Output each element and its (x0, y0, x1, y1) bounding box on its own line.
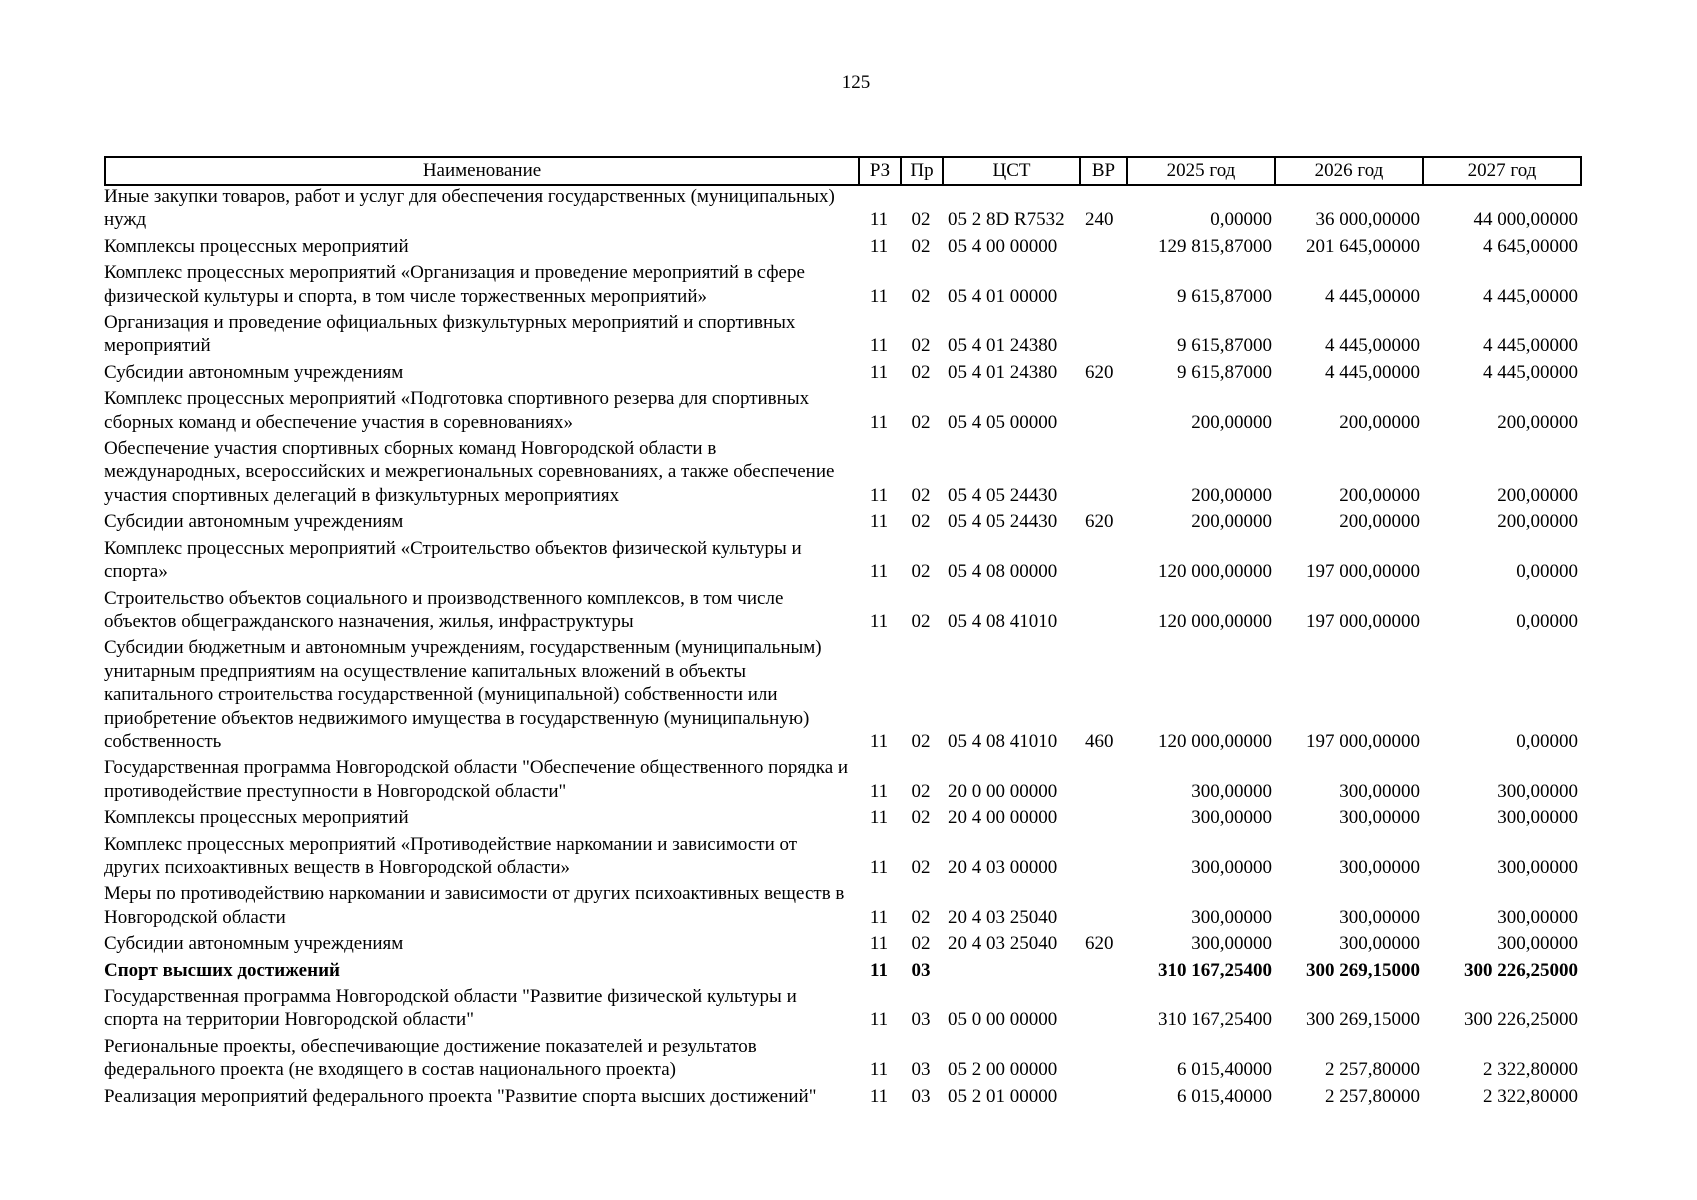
row-2026: 2 257,80000 (1325, 1059, 1420, 1081)
row-2025: 300,00000 (1191, 906, 1272, 928)
row-vr (1079, 235, 1126, 261)
row-pr: 03 (911, 1085, 931, 1107)
row-pr: 02 (911, 610, 931, 632)
row-pr: 02 (911, 335, 931, 357)
row-2026: 200,00000 (1339, 511, 1420, 533)
row-vr: 620 (1085, 361, 1114, 383)
row-vr (1079, 261, 1126, 311)
row-name: Строительство объектов социального и производственного комплексов, в том числе объектов общегражданского назначения, жилья, инфраструктуры (104, 587, 784, 632)
row-name: Организация и проведение официальных физкультурных мероприятий и спортивных мероприятий (104, 312, 796, 357)
table-row (104, 756, 1580, 806)
row-pr: 02 (911, 285, 931, 307)
row-cst: 05 2 01 00000 (948, 1085, 1058, 1107)
row-vr (1079, 537, 1126, 587)
row-2027: 4 445,00000 (1483, 285, 1578, 307)
row-2026: 36 000,00000 (1315, 209, 1420, 231)
row-name: Спорт высших достижений (104, 959, 340, 981)
row-rz: 11 (869, 807, 889, 829)
row-2026: 300 269,15000 (1306, 1009, 1420, 1031)
header-rz: РЗ (859, 157, 901, 185)
row-2026: 197 000,00000 (1306, 730, 1420, 752)
table-row (104, 636, 1580, 756)
row-2027: 300 226,25000 (1464, 959, 1578, 981)
row-2025: 120 000,00000 (1158, 730, 1272, 752)
row-name: Субсидии автономным учреждениям (104, 511, 404, 533)
row-name: Иные закупки товаров, работ и услуг для обеспечения государственных (муниципальных) нужд (104, 186, 835, 231)
page-number: 125 (841, 72, 871, 93)
table-row (104, 361, 1580, 387)
row-cst: 20 4 03 25040 (948, 906, 1058, 928)
table-row (104, 806, 1580, 832)
row-2027: 200,00000 (1497, 511, 1578, 533)
header-cst: ЦСТ (943, 157, 1080, 185)
row-2025: 300,00000 (1191, 807, 1272, 829)
row-2025: 120 000,00000 (1158, 561, 1272, 583)
row-pr: 02 (911, 906, 931, 928)
table-row (104, 510, 1580, 536)
row-vr (1079, 806, 1126, 832)
table-row (104, 261, 1580, 311)
row-vr (1079, 756, 1126, 806)
row-vr (1079, 1035, 1126, 1085)
row-vr (1079, 387, 1126, 437)
row-2025: 6 015,40000 (1177, 1059, 1272, 1081)
table-row (104, 1035, 1580, 1085)
row-pr: 02 (911, 730, 931, 752)
row-name: Меры по противодействию наркомании и зависимости от других психоактивных веществ в Новгородской области (104, 883, 845, 928)
table-row (104, 437, 1580, 510)
row-pr: 02 (911, 235, 931, 257)
row-2025: 0,00000 (1210, 209, 1272, 231)
row-cst: 05 4 08 00000 (948, 561, 1058, 583)
row-rz: 11 (869, 361, 889, 383)
row-2026: 4 445,00000 (1325, 335, 1420, 357)
row-2025: 9 615,87000 (1177, 361, 1272, 383)
row-name: Комплекс процессных мероприятий «Строительство объектов физической культуры и спорта» (104, 537, 802, 583)
row-pr: 02 (911, 780, 931, 802)
row-cst: 20 4 03 25040 (948, 933, 1058, 955)
row-cst: 05 4 05 24430 (948, 511, 1058, 533)
row-2026: 2 257,80000 (1325, 1085, 1420, 1107)
row-2025: 129 815,87000 (1158, 235, 1272, 257)
row-vr (1079, 882, 1126, 932)
row-rz: 11 (869, 856, 889, 878)
header-2027: 2027 год (1423, 157, 1581, 185)
row-2026: 200,00000 (1339, 411, 1420, 433)
row-pr: 02 (911, 807, 931, 829)
row-cst: 05 4 05 00000 (948, 411, 1058, 433)
row-rz: 11 (869, 411, 889, 433)
row-2027: 4 645,00000 (1483, 235, 1578, 257)
row-rz: 11 (869, 209, 889, 231)
row-2025: 120 000,00000 (1158, 610, 1272, 632)
row-vr (1079, 1085, 1126, 1111)
row-2026: 201 645,00000 (1306, 235, 1420, 257)
header-pr: Пр (901, 157, 943, 185)
table-row (104, 959, 1580, 985)
row-cst: 20 4 00 00000 (948, 807, 1058, 829)
row-rz: 11 (870, 959, 888, 981)
row-2025: 200,00000 (1191, 484, 1272, 506)
row-2026: 197 000,00000 (1306, 561, 1420, 583)
row-2026: 300,00000 (1339, 856, 1420, 878)
table-header (104, 156, 1582, 186)
row-name: Обеспечение участия спортивных сборных команд Новгородской области в международных, всероссийских и межрегиональных соревнованиях, а также обеспечение участия спортивных делегаций в физкультурных мероприятиях (104, 438, 835, 506)
row-vr (1079, 985, 1126, 1035)
row-2025: 6 015,40000 (1177, 1085, 1272, 1107)
row-pr: 02 (911, 209, 931, 231)
row-2025: 9 615,87000 (1177, 285, 1272, 307)
row-2027: 300,00000 (1497, 780, 1578, 802)
row-2027: 300,00000 (1497, 856, 1578, 878)
row-2027: 200,00000 (1497, 484, 1578, 506)
row-2025: 300,00000 (1191, 933, 1272, 955)
row-2027: 0,00000 (1516, 610, 1578, 632)
row-name: Государственная программа Новгородской области "Развитие физической культуры и спорта на территории Новгородской области" (104, 986, 797, 1031)
row-2025: 200,00000 (1191, 411, 1272, 433)
row-vr (1079, 959, 1126, 985)
table-row (104, 387, 1580, 437)
row-name: Субсидии бюджетным и автономным учреждениям, государственным (муниципальным) унитарным предприятиям на осуществление капитальных вложений в объекты капитального строительства государственной (муниципальной) собственности или приобретение объектов недвижимого имущества в государственную (муниципальную) собственность (104, 637, 822, 752)
row-2027: 300,00000 (1497, 933, 1578, 955)
row-name: Комплексы процессных мероприятий (104, 807, 409, 829)
row-2026: 4 445,00000 (1325, 285, 1420, 307)
row-rz: 11 (869, 730, 889, 752)
table-row (104, 1085, 1580, 1111)
row-rz: 11 (869, 285, 889, 307)
row-2027: 0,00000 (1516, 561, 1578, 583)
row-cst: 20 4 03 00000 (948, 856, 1058, 878)
row-pr: 02 (911, 561, 931, 583)
row-vr: 620 (1085, 511, 1114, 533)
row-vr (1079, 311, 1126, 361)
row-name: Субсидии автономным учреждениям (104, 933, 404, 955)
row-cst: 05 4 08 41010 (948, 610, 1058, 632)
row-vr (1079, 833, 1126, 883)
row-pr: 03 (911, 959, 931, 981)
row-2025: 310 167,25400 (1158, 959, 1272, 981)
row-name: Реализация мероприятий федерального проекта "Развитие спорта высших достижений" (104, 1085, 817, 1107)
table-row (104, 587, 1580, 637)
row-2027: 44 000,00000 (1473, 209, 1578, 231)
row-name: Комплекс процессных мероприятий «Противодействие наркомании и зависимости от других психоактивных веществ в Новгородской области» (104, 833, 798, 878)
row-2026: 4 445,00000 (1325, 361, 1420, 383)
table-row (104, 235, 1580, 261)
row-2026: 300,00000 (1339, 807, 1420, 829)
header-vr: ВР (1080, 157, 1127, 185)
row-pr: 02 (911, 484, 931, 506)
row-cst: 20 0 00 00000 (948, 780, 1058, 802)
row-2027: 300 226,25000 (1464, 1009, 1578, 1031)
row-2026: 300,00000 (1339, 906, 1420, 928)
row-cst (942, 959, 1079, 985)
header-2026: 2026 год (1275, 157, 1423, 185)
row-cst: 05 2 8D R7532 (948, 209, 1065, 231)
row-2027: 4 445,00000 (1483, 361, 1578, 383)
row-cst: 05 4 01 24380 (948, 361, 1058, 383)
row-name: Комплексы процессных мероприятий (104, 235, 409, 257)
header-name: Наименование (105, 157, 859, 185)
row-rz: 11 (869, 561, 889, 583)
row-2027: 300,00000 (1497, 807, 1578, 829)
row-rz: 11 (869, 511, 889, 533)
row-vr: 460 (1085, 730, 1114, 752)
table-row (104, 185, 1580, 235)
row-rz: 11 (869, 1009, 889, 1031)
row-2027: 4 445,00000 (1483, 335, 1578, 357)
row-2025: 300,00000 (1191, 856, 1272, 878)
row-2026: 300,00000 (1339, 933, 1420, 955)
row-cst: 05 2 00 00000 (948, 1059, 1058, 1081)
table-row (104, 932, 1580, 958)
row-2025: 200,00000 (1191, 511, 1272, 533)
row-2026: 197 000,00000 (1306, 610, 1420, 632)
row-2025: 9 615,87000 (1177, 335, 1272, 357)
row-name: Государственная программа Новгородской области "Обеспечение общественного порядка и противодействие преступности в Новгородской области" (104, 757, 849, 802)
row-2027: 2 322,80000 (1483, 1059, 1578, 1081)
table-row (104, 985, 1580, 1035)
row-rz: 11 (869, 610, 889, 632)
budget-table (104, 185, 1580, 1111)
table-row (104, 833, 1580, 883)
row-name: Комплекс процессных мероприятий «Подготовка спортивного резерва для спортивных сборных команд и обеспечение участия в соревнованиях» (104, 388, 810, 433)
row-vr: 240 (1085, 209, 1114, 231)
row-rz: 11 (869, 933, 889, 955)
table-row (104, 537, 1580, 587)
row-cst: 05 4 08 41010 (948, 730, 1058, 752)
row-name: Субсидии автономным учреждениям (104, 361, 404, 383)
row-2027: 0,00000 (1516, 730, 1578, 752)
table-row (104, 882, 1580, 932)
row-pr: 03 (911, 1009, 931, 1031)
row-pr: 02 (911, 511, 931, 533)
row-2026: 300 269,15000 (1306, 959, 1420, 981)
row-pr: 02 (911, 411, 931, 433)
row-2027: 200,00000 (1497, 411, 1578, 433)
row-rz: 11 (869, 906, 889, 928)
row-rz: 11 (869, 1059, 889, 1081)
header-2025: 2025 год (1127, 157, 1275, 185)
row-2027: 2 322,80000 (1483, 1085, 1578, 1107)
row-pr: 02 (911, 856, 931, 878)
row-cst: 05 4 05 24430 (948, 484, 1058, 506)
table-row (104, 311, 1580, 361)
row-vr (1079, 437, 1126, 510)
row-rz: 11 (869, 1085, 889, 1107)
row-2026: 300,00000 (1339, 780, 1420, 802)
row-cst: 05 4 00 00000 (948, 235, 1058, 257)
row-2026: 200,00000 (1339, 484, 1420, 506)
row-rz: 11 (869, 235, 889, 257)
row-rz: 11 (869, 780, 889, 802)
row-rz: 11 (869, 335, 889, 357)
row-name: Региональные проекты, обеспечивающие достижение показателей и результатов федерального проекта (не входящего в состав национального проекта) (104, 1035, 757, 1081)
row-rz: 11 (869, 484, 889, 506)
row-vr: 620 (1085, 933, 1114, 955)
row-2027: 300,00000 (1497, 906, 1578, 928)
row-name: Комплекс процессных мероприятий «Организация и проведение мероприятий в сфере физической культуры и спорта, в том числе торжественных мероприятий» (104, 262, 805, 307)
row-pr: 02 (911, 933, 931, 955)
row-2025: 300,00000 (1191, 780, 1272, 802)
row-cst: 05 0 00 00000 (948, 1009, 1058, 1031)
row-cst: 05 4 01 24380 (948, 335, 1058, 357)
row-2025: 310 167,25400 (1158, 1009, 1272, 1031)
row-cst: 05 4 01 00000 (948, 285, 1058, 307)
row-pr: 02 (911, 361, 931, 383)
row-vr (1079, 587, 1126, 637)
row-pr: 03 (911, 1059, 931, 1081)
